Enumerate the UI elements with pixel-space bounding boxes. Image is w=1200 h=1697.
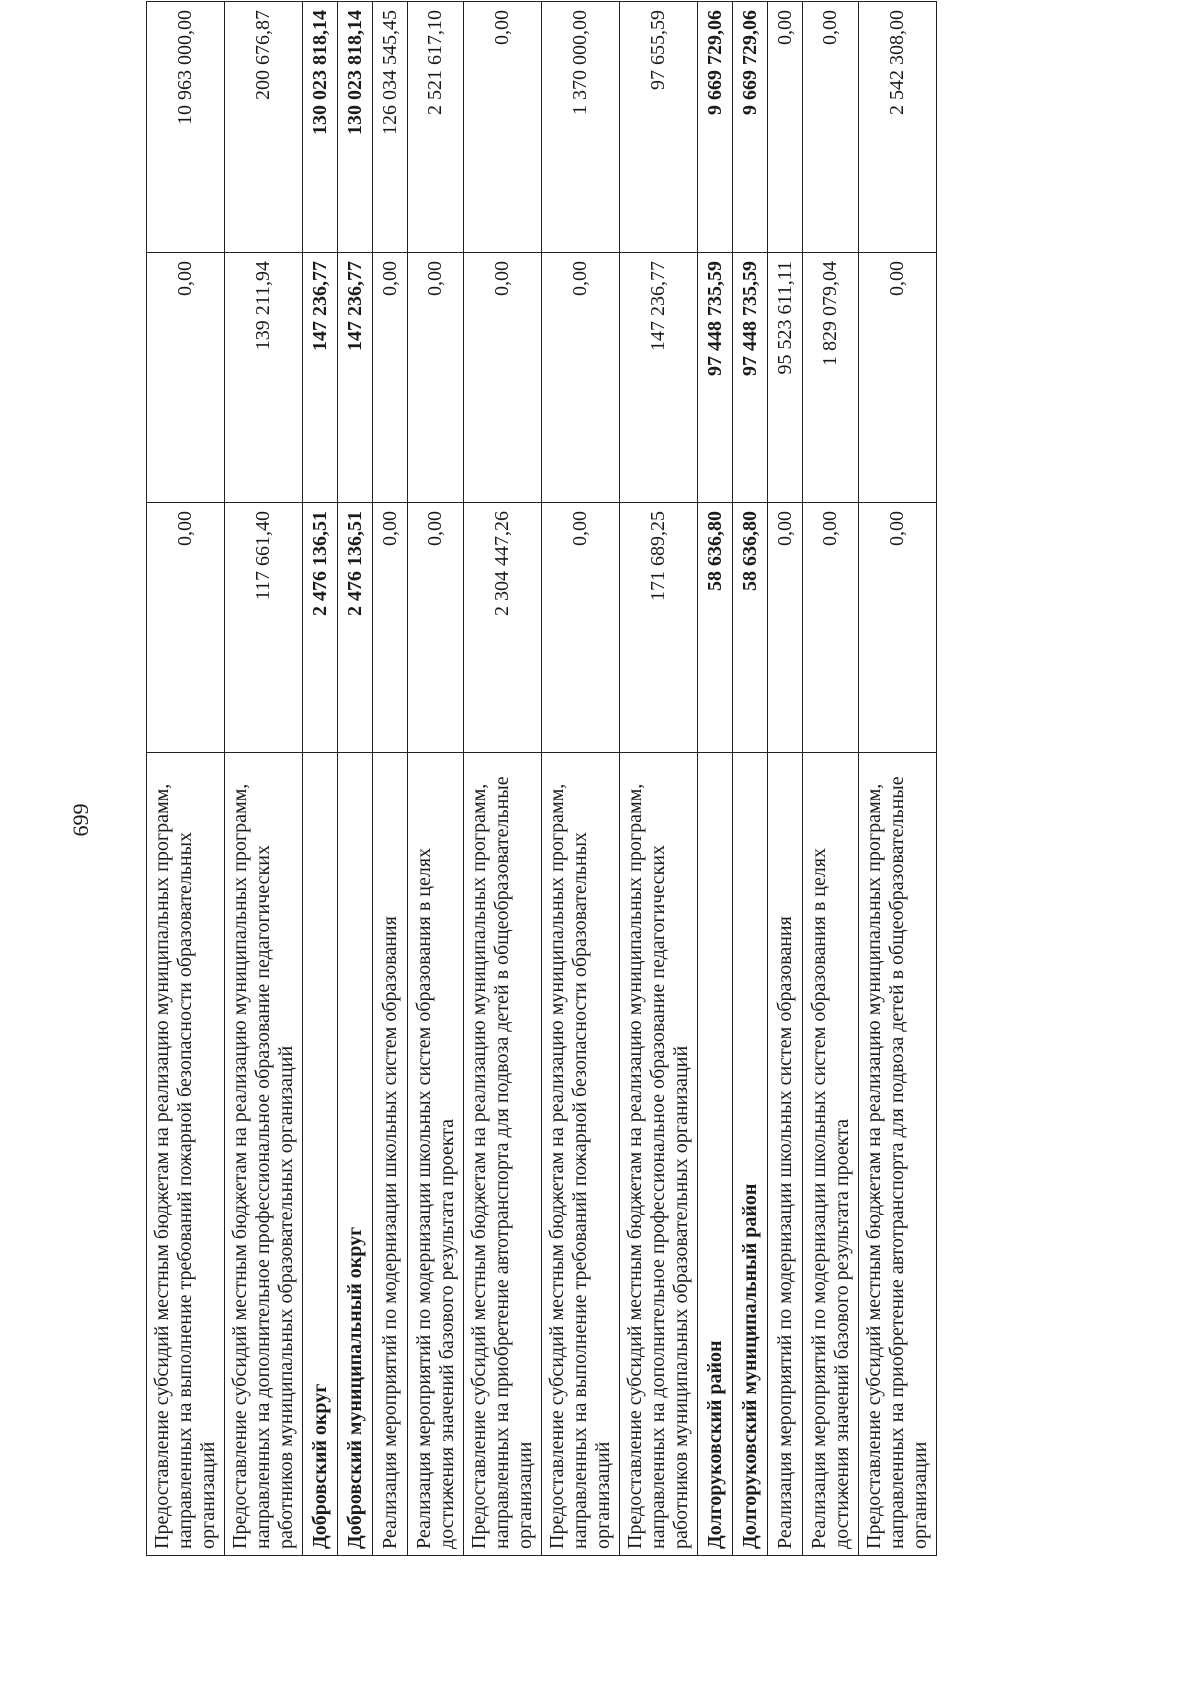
table-row — [303, 2, 338, 1556]
row-value-2-cell: 0,00 — [147, 253, 225, 503]
row-value-2-cell: 0,00 — [464, 253, 542, 503]
row-value-2-cell: 97 448 735,59 — [733, 253, 768, 503]
row-value-1-cell: 0,00 — [408, 503, 464, 753]
row-value-3-cell: 1 370 000,00 — [542, 2, 620, 253]
row-value-1-cell: 171 689,25 — [620, 503, 698, 753]
budget-table-container — [146, 10, 937, 1556]
row-value-3-cell: 0,00 — [768, 2, 803, 253]
row-value-3-cell: 97 655,59 — [620, 2, 698, 253]
budget-table-body — [147, 2, 937, 1556]
row-value-3-cell: 126 034 545,45 — [373, 2, 408, 253]
row-name-cell: Предоставление субсидий местным бюджетам на реализацию муниципальных программ, направленных на приобретение автотранспорта для подвоза детей в общеобразовательные организации — [464, 753, 542, 1556]
table-row — [542, 2, 620, 1556]
row-name-cell: Предоставление субсидий местным бюджетам на реализацию муниципальных программ, направленных на выполнение требований пожарной безопасности образовательных организаций — [542, 753, 620, 1556]
row-name-cell: Реализация мероприятий по модернизации школьных систем образования в целях достижения значений базового результата проекта — [803, 753, 859, 1556]
row-value-1-cell: 2 304 447,26 — [464, 503, 542, 753]
row-value-2-cell: 95 523 611,11 — [768, 253, 803, 503]
row-value-3-cell: 9 669 729,06 — [698, 2, 733, 253]
row-value-3-cell: 130 023 818,14 — [303, 2, 338, 253]
row-name-cell: Добровский муниципальный округ — [338, 753, 373, 1556]
row-name-cell: Предоставление субсидий местным бюджетам на реализацию муниципальных программ, направленных на приобретение автотранспорта для подвоза детей в общеобразовательные организации — [859, 753, 937, 1556]
table-row — [803, 2, 859, 1556]
row-value-3-cell: 10 963 000,00 — [147, 2, 225, 253]
table-row — [698, 2, 733, 1556]
row-value-2-cell: 139 211,94 — [225, 253, 303, 503]
row-value-2-cell: 0,00 — [373, 253, 408, 503]
row-value-2-cell: 0,00 — [859, 253, 937, 503]
row-name-cell: Реализация мероприятий по модернизации школьных систем образования — [768, 753, 803, 1556]
table-row — [225, 2, 303, 1556]
row-name-cell: Предоставление субсидий местным бюджетам на реализацию муниципальных программ, направленных на дополнительное профессиональное образование педагогических работников муниципальных образовательных организаций — [620, 753, 698, 1556]
row-value-3-cell: 130 023 818,14 — [338, 2, 373, 253]
table-row — [147, 2, 225, 1556]
page-number: 699 — [68, 803, 93, 837]
table-row — [338, 2, 373, 1556]
row-value-3-cell: 200 676,87 — [225, 2, 303, 253]
budget-table — [146, 1, 937, 1556]
row-value-2-cell: 147 236,77 — [303, 253, 338, 503]
table-row — [464, 2, 542, 1556]
row-name-cell: Реализация мероприятий по модернизации школьных систем образования — [373, 753, 408, 1556]
row-value-3-cell: 0,00 — [803, 2, 859, 253]
row-value-1-cell: 0,00 — [803, 503, 859, 753]
row-value-1-cell: 2 476 136,51 — [303, 503, 338, 753]
row-value-2-cell: 0,00 — [408, 253, 464, 503]
row-name-cell: Реализация мероприятий по модернизации школьных систем образования в целях достижения значений базового результата проекта — [408, 753, 464, 1556]
table-row — [408, 2, 464, 1556]
row-name-cell: Долгоруковский муниципальный район — [733, 753, 768, 1556]
row-value-2-cell: 147 236,77 — [338, 253, 373, 503]
table-row — [859, 2, 937, 1556]
row-value-1-cell: 2 476 136,51 — [338, 503, 373, 753]
row-name-cell: Предоставление субсидий местным бюджетам на реализацию муниципальных программ, направленных на дополнительное профессиональное образование педагогических работников муниципальных образовательных организаций — [225, 753, 303, 1556]
row-value-2-cell: 97 448 735,59 — [698, 253, 733, 503]
table-row — [373, 2, 408, 1556]
row-value-3-cell: 2 521 617,10 — [408, 2, 464, 253]
row-value-2-cell: 1 829 079,04 — [803, 253, 859, 503]
row-value-3-cell: 0,00 — [464, 2, 542, 253]
row-value-1-cell: 0,00 — [542, 503, 620, 753]
row-value-1-cell: 58 636,80 — [698, 503, 733, 753]
row-name-cell: Долгоруковский район — [698, 753, 733, 1556]
row-name-cell: Предоставление субсидий местным бюджетам на реализацию муниципальных программ, направленных на выполнение требований пожарной безопасности образовательных организаций — [147, 753, 225, 1556]
table-row — [768, 2, 803, 1556]
row-value-1-cell: 58 636,80 — [733, 503, 768, 753]
table-row — [733, 2, 768, 1556]
row-value-1-cell: 0,00 — [768, 503, 803, 753]
row-name-cell: Добровский округ — [303, 753, 338, 1556]
row-value-2-cell: 147 236,77 — [620, 253, 698, 503]
table-row — [620, 2, 698, 1556]
row-value-3-cell: 2 542 308,00 — [859, 2, 937, 253]
row-value-3-cell: 9 669 729,06 — [733, 2, 768, 253]
row-value-1-cell: 0,00 — [147, 503, 225, 753]
row-value-1-cell: 0,00 — [373, 503, 408, 753]
row-value-1-cell: 0,00 — [859, 503, 937, 753]
row-value-2-cell: 0,00 — [542, 253, 620, 503]
row-value-1-cell: 117 661,40 — [225, 503, 303, 753]
